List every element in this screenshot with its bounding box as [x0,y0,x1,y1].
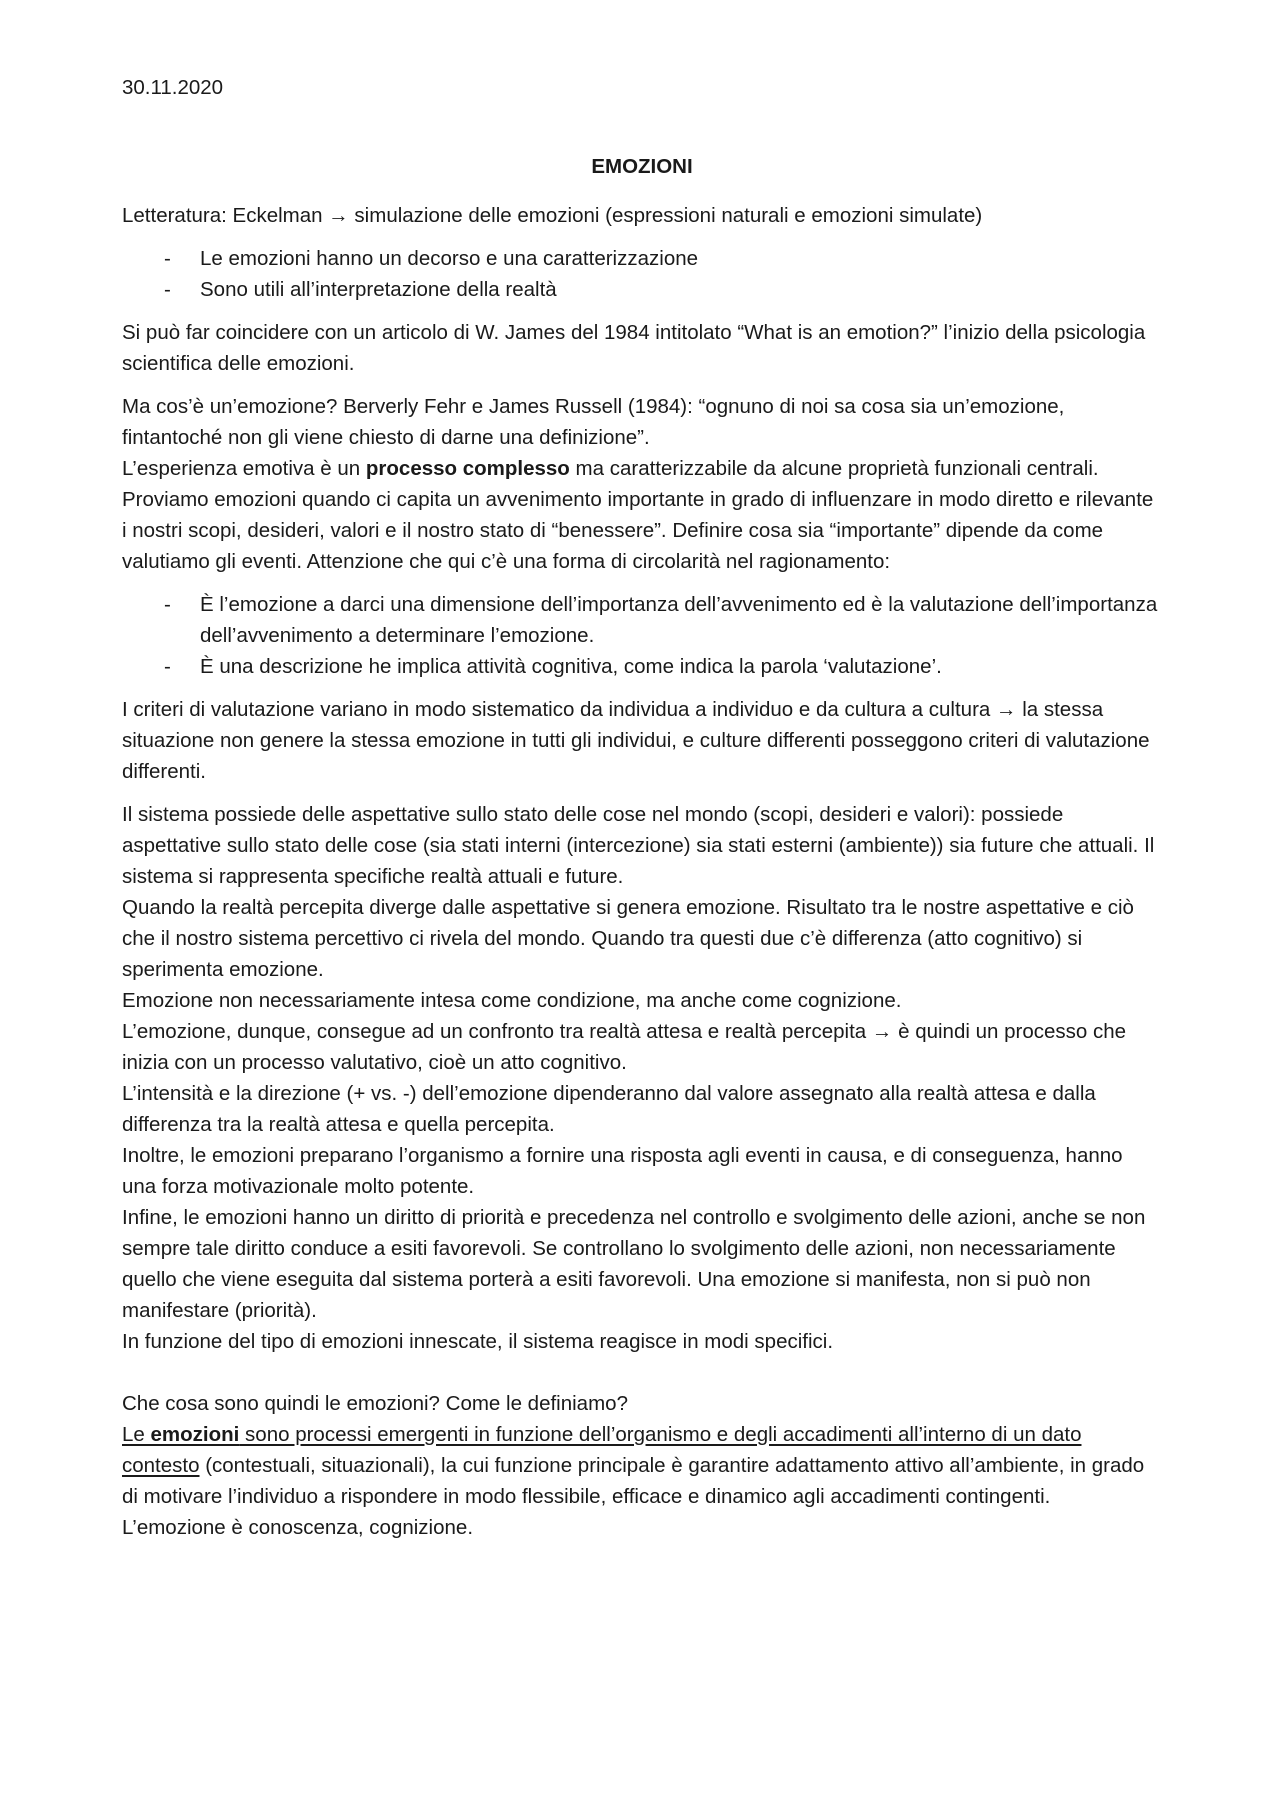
system-line: Infine, le emozioni hanno un diritto di priorità e precedenza nel controllo e svolgimento delle azioni, anche se non sempre tale diritto conduce a esiti favorevoli. Se controllano lo svolgimento delle azioni, non necessariamente quello che viene eseguita dal sistema porterà a esiti favorevoli. Una emozione si manifesta, non si può non manifestare (priorità). [122,1206,1146,1322]
system-line: L’intensità e la direzione (+ vs. -) dell’emozione dipenderanno dal valore assegnato alla realtà attesa e dalla differenza tra la realtà attesa e quella percepita. [122,1082,1096,1136]
intro-paragraph: Letteratura: Eckelman → simulazione delle emozioni (espressioni naturali e emozioni simulate) [122,204,983,227]
system-line: L’emozione, dunque, consegue ad un confronto tra realtà attesa e realtà percepita → è quindi un processo che inizia con un processo valutativo, cioè un atto cognitivo. [122,1020,1127,1074]
list-item: - Sono utili all’interpretazione della realtà [122,274,1162,305]
system-line: Il sistema possiede delle aspettative sullo stato delle cose nel mondo (scopi, desideri e valori): possiede aspettative sullo stato delle cose (sia stati interni (intercezione) sia stati esterni (ambiente)) sia future che attuali. Il sistema si rappresenta specifiche realtà attuali e future. [122,803,1155,888]
definition-underlined-text: sono processi emergenti in funzione dell’organismo e degli accadimenti all’interno di un dato contesto [122,1423,1082,1477]
intro-bullet-list [122,243,1162,305]
criteria-paragraph: I criteri di valutazione variano in modo sistematico da individua a individuo e da cultura a cultura → la stessa situazione non genere la stessa emozione in tutti gli individui, e culture differenti posseggono criteri di valutazione differenti. [122,698,1150,783]
list-item: - Le emozioni hanno un decorso e una caratterizzazione [122,243,1162,274]
definition-block [122,1388,1162,1543]
document-date: 30.11.2020 [122,76,224,99]
definition-text [122,1419,1162,1512]
system-line: Emozione non necessariamente intesa come condizione, ma anche come cognizione. [122,989,902,1012]
complex-process-bold: processo complesso [365,457,570,480]
list-item: - È una descrizione he implica attività cognitiva, come indica la parola ‘valutazione’. [122,651,1162,682]
definition-rest-text: (contestuali, situazionali), la cui funzione principale è garantire adattamento attivo all’ambiente, in grado di motivare l’individuo a rispondere in modo flessibile, efficace e dinamico agli accadimenti contingenti. [122,1454,1145,1508]
importance-paragraph: Proviamo emozioni quando ci capita un avvenimento importante in grado di influenzare in modo diretto e rilevante i nostri scopi, desideri, valori e il nostro stato di “benessere”. Definire cosa sia “importante” dipende da come valutiamo gli eventi. Attenzione che qui c’è una forma di circolarità nel ragionamento: [122,488,1154,573]
system-line: Inoltre, le emozioni preparano l’organismo a fornire una risposta agli eventi in causa, e di conseguenza, hanno una forza motivazionale molto potente. [122,1144,1123,1198]
complex-process-text: L’esperienza emotiva è un [122,457,366,480]
document-page [122,72,1162,1543]
circularity-bullet-list [122,589,1162,682]
definition-article: Le [122,1423,151,1446]
complex-process-text-end: ma caratterizzabile da alcune proprietà funzionali centrali. [569,457,1099,480]
system-line: In funzione del tipo di emozioni innescate, il sistema reagisce in modi specifici. [122,1330,834,1353]
complex-process-line [122,453,1162,484]
definition-keyword: emozioni [150,1423,240,1446]
definition-question: Che cosa sono quindi le emozioni? Come le definiamo? [122,1392,628,1415]
james-paragraph: Si può far coincidere con un articolo di W. James del 1984 intitolato “What is an emotion?” l’inizio della psicologia scientifica delle emozioni. [122,321,1146,375]
system-line: Quando la realtà percepita diverge dalle aspettative si genera emozione. Risultato tra le nostre aspettative e ciò che il nostro sistema percettivo ci rivela del mondo. Quando tra questi due c’è differenza (atto cognitivo) si sperimenta emozione. [122,896,1134,981]
list-item: - È l’emozione a darci una dimensione dell’importanza dell’avvenimento ed è la valutazione dell’importanza dell’avvenimento a determinare l’emozione. [122,589,1162,651]
emotion-definition-block [122,391,1162,577]
closing-line: L’emozione è conoscenza, cognizione. [122,1516,474,1539]
fehr-russell-paragraph: Ma cos’è un’emozione? Berverly Fehr e James Russell (1984): “ognuno di noi sa cosa sia un’emozione, fintantoché non gli viene chiesto di darne una definizione”. [122,395,1065,449]
document-title: EMOZIONI [591,155,693,178]
system-expectations-block [122,799,1162,1357]
